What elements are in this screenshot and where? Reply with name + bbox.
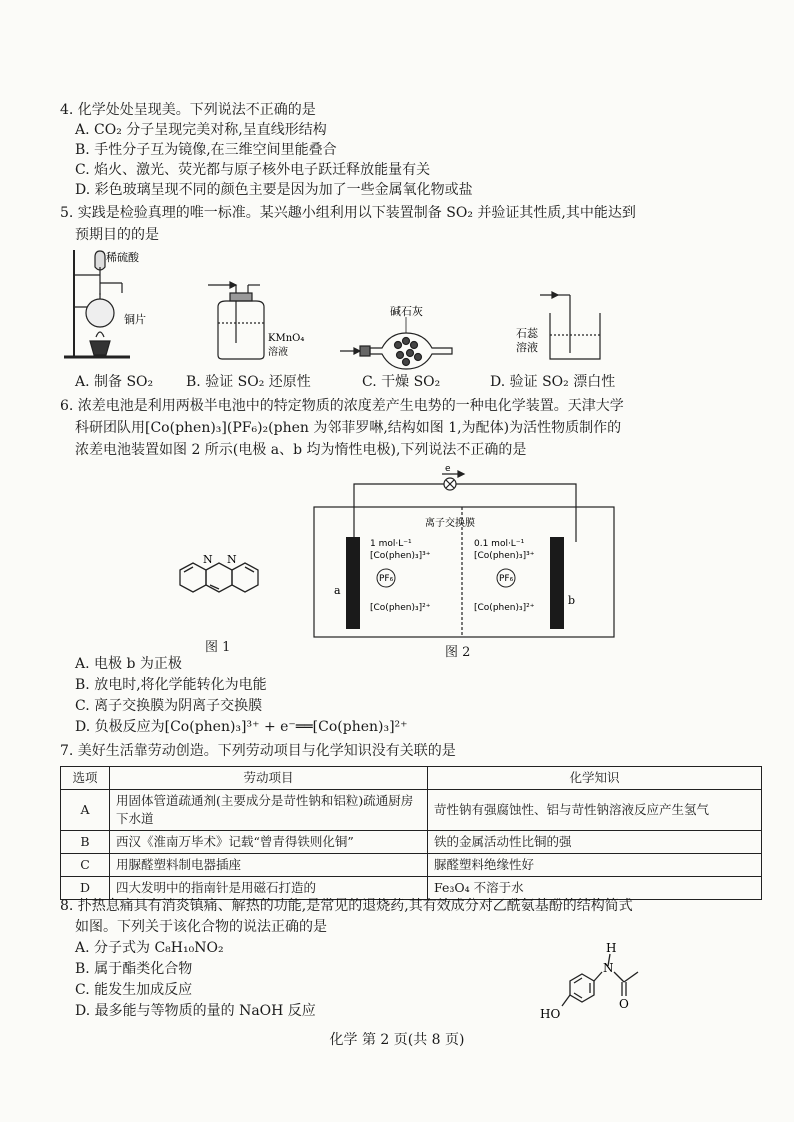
q7-stem: 7. 美好生活靠劳动创造。下列劳动项目与化学知识没有关联的是 bbox=[60, 743, 456, 759]
nitrogen-atom-right: N bbox=[227, 555, 237, 566]
ion-exchange-membrane-label: 离子交换膜 bbox=[425, 518, 475, 529]
row-knowledge: 脲醛塑料绝缘性好 bbox=[428, 854, 762, 877]
q6-option-c: C. 离子交换膜为阴离子交换膜 bbox=[75, 698, 263, 714]
q4-stem: 4. 化学处处呈现美。下列说法不正确的是 bbox=[60, 102, 316, 118]
left-concentration: 1 mol·L⁻¹ bbox=[370, 539, 412, 549]
label-copper-sheet: 铜片 bbox=[124, 313, 146, 326]
label-kmno4: KMnO₄ bbox=[268, 333, 305, 344]
q5-option-a: A. 制备 SO₂ bbox=[75, 374, 154, 390]
right-pf6-ion: PF₆ bbox=[499, 574, 514, 584]
row-labor-item: 用固体管道疏通剂(主要成分是苛性钠和铝粒)疏通厨房下水道 bbox=[110, 790, 428, 831]
q5-apparatus-figure bbox=[60, 245, 760, 370]
hydroxyl-group: HO bbox=[540, 1007, 561, 1021]
figure-1-caption: 图 1 bbox=[205, 640, 231, 655]
left-co3-ion: [Co(phen)₃]³⁺ bbox=[370, 551, 431, 561]
right-concentration: 0.1 mol·L⁻¹ bbox=[474, 539, 525, 549]
right-co3-ion: [Co(phen)₃]³⁺ bbox=[474, 551, 535, 561]
q4-option-d: D. 彩色玻璃呈现不同的颜色主要是因为加了一些金属氧化物或盐 bbox=[75, 182, 473, 198]
left-pf6-ion: PF₆ bbox=[379, 574, 394, 584]
row-option: D bbox=[61, 877, 110, 900]
q6-stem-line2: 科研团队用[Co(phen)₃](PF₆)₂(phen 为邻菲罗啉,结构如图 1,为配体)为活性物质制作的 bbox=[75, 420, 622, 436]
q5-option-c: C. 干燥 SO₂ bbox=[362, 374, 441, 390]
hydrogen-atom: H bbox=[606, 941, 617, 955]
q4-option-a: A. CO₂ 分子呈现完美对称,呈直线形结构 bbox=[75, 122, 327, 138]
q6-option-b: B. 放电时,将化学能转化为电能 bbox=[75, 677, 267, 693]
row-knowledge: Fe₃O₄ 不溶于水 bbox=[428, 877, 762, 900]
row-option: B bbox=[61, 831, 110, 854]
carbonyl-oxygen: O bbox=[619, 997, 629, 1011]
q6-option-a: A. 电极 b 为正极 bbox=[75, 656, 182, 672]
q5-stem-line2: 预期目的的是 bbox=[75, 227, 159, 243]
q5-option-b: B. 验证 SO₂ 还原性 bbox=[186, 374, 311, 390]
q5-stem-line1: 5. 实践是检验真理的唯一标准。某兴趣小组利用以下装置制备 SO₂ 并验证其性质,其中能达到 bbox=[60, 205, 636, 221]
row-labor-item: 用脲醛塑料制电器插座 bbox=[110, 854, 428, 877]
q8-option-c: C. 能发生加成反应 bbox=[75, 982, 193, 998]
table-row bbox=[61, 854, 762, 877]
q7-table-header bbox=[61, 767, 762, 790]
page-footer: 化学 第 2 页(共 8 页) bbox=[329, 1032, 465, 1048]
label-litmus: 石蕊 bbox=[516, 327, 538, 340]
electron-label: e bbox=[445, 464, 451, 474]
table-row bbox=[61, 831, 762, 854]
amide-nitrogen: N bbox=[603, 961, 614, 975]
label-litmus-solution: 溶液 bbox=[516, 341, 538, 354]
q6-stem-line1: 6. 浓差电池是利用两极半电池中的特定物质的浓度差产生电势的一种电化学装置。天津大学 bbox=[60, 398, 624, 414]
label-kmno4-solution: 溶液 bbox=[268, 347, 288, 358]
q4-option-b: B. 手性分子互为镜像,在三维空间里能叠合 bbox=[75, 142, 337, 158]
q8-stem-line2: 如图。下列关于该化合物的说法正确的是 bbox=[75, 919, 327, 935]
row-option: C bbox=[61, 854, 110, 877]
header-option: 选项 bbox=[61, 767, 110, 790]
q8-stem-line1: 8. 扑热息痛具有消炎镇痛、解热的功能,是常见的退烧药,其有效成分对乙酰氨基酚的结构简式 bbox=[60, 898, 633, 914]
row-knowledge: 苛性钠有强腐蚀性、铝与苛性钠溶液反应产生氢气 bbox=[428, 790, 762, 831]
row-labor-item: 四大发明中的指南针是用磁石打造的 bbox=[110, 877, 428, 900]
q8-option-a: A. 分子式为 C₈H₁₀NO₂ bbox=[75, 940, 224, 956]
q6-option-d: D. 负极反应为[Co(phen)₃]³⁺ + e⁻══[Co(phen)₃]²⁺ bbox=[75, 719, 408, 735]
table-row bbox=[61, 790, 762, 831]
acetaminophen-structure bbox=[530, 940, 650, 1032]
header-chemistry-knowledge: 化学知识 bbox=[428, 767, 762, 790]
right-co2-ion: [Co(phen)₃]²⁺ bbox=[474, 603, 535, 613]
q7-table bbox=[60, 766, 762, 900]
q4-option-c: C. 焰火、激光、荧光都与原子核外电子跃迁释放能量有关 bbox=[75, 162, 431, 178]
label-soda-lime: 碱石灰 bbox=[390, 305, 423, 318]
q6-stem-line3: 浓差电池装置如图 2 所示(电极 a、b 均为惰性电极),下列说法不正确的是 bbox=[75, 442, 527, 458]
electrode-a-label: a bbox=[334, 584, 341, 597]
q8-option-b: B. 属于酯类化合物 bbox=[75, 961, 193, 977]
figure-2-caption: 图 2 bbox=[445, 645, 471, 660]
nitrogen-atom-left: N bbox=[203, 555, 213, 566]
apparatus-a bbox=[64, 250, 130, 357]
electrode-b-label: b bbox=[568, 594, 576, 607]
concentration-cell-diagram bbox=[310, 462, 620, 642]
label-dilute-sulfuric-acid: 稀硫酸 bbox=[106, 251, 139, 264]
row-option: A bbox=[61, 790, 110, 831]
apparatus-b bbox=[208, 282, 264, 359]
row-knowledge: 铁的金属活动性比铜的强 bbox=[428, 831, 762, 854]
q8-option-d: D. 最多能与等物质的量的 NaOH 反应 bbox=[75, 1003, 316, 1019]
apparatus-c bbox=[340, 317, 452, 369]
apparatus-d bbox=[540, 292, 600, 359]
left-co2-ion: [Co(phen)₃]²⁺ bbox=[370, 603, 431, 613]
header-labor-item: 劳动项目 bbox=[110, 767, 428, 790]
phenanthroline-structure bbox=[160, 555, 280, 615]
q5-option-d: D. 验证 SO₂ 漂白性 bbox=[490, 374, 616, 390]
row-labor-item: 西汉《淮南万毕术》记载“曾青得铁则化铜” bbox=[110, 831, 428, 854]
